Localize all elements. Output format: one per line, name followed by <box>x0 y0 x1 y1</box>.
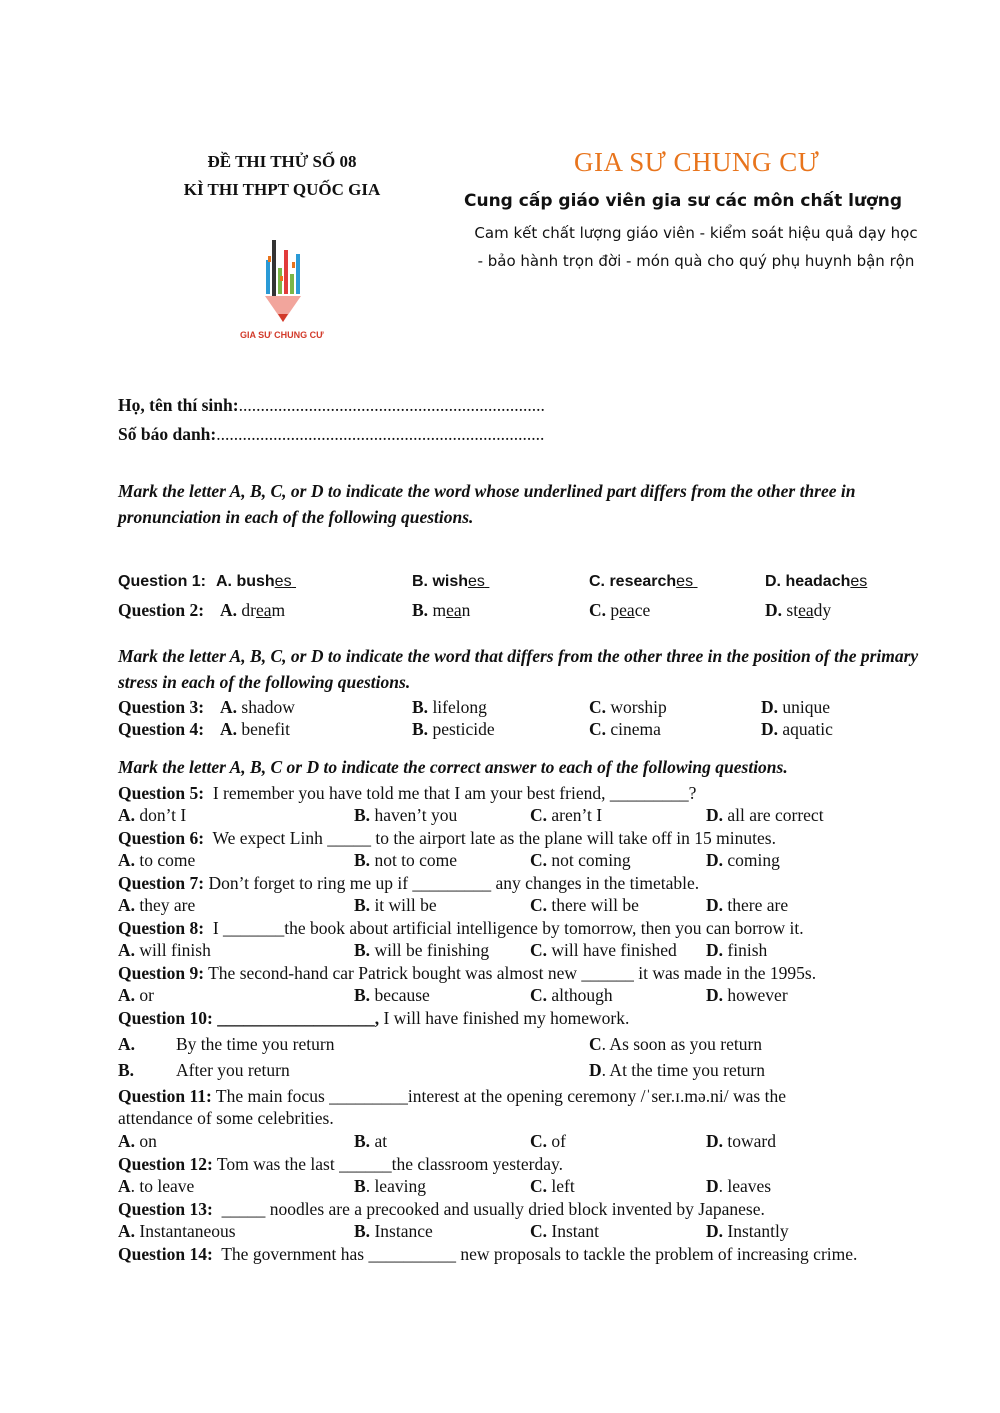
question-stem: We expect Linh _____ to the airport late as the plane will take off in 15 minutes. <box>204 828 776 848</box>
option-c[interactable] <box>530 1130 566 1152</box>
option-text: to come <box>139 850 196 870</box>
brand-promise <box>446 219 946 275</box>
option-text: will be finishing <box>374 940 490 960</box>
option-c[interactable] <box>589 718 661 740</box>
option-text: Instance <box>374 1221 433 1241</box>
option-text: left <box>551 1176 575 1196</box>
option-letter: C. <box>530 895 548 915</box>
option-b[interactable] <box>118 1059 134 1081</box>
option-b[interactable] <box>354 1130 387 1152</box>
option-text: don’t I <box>139 805 187 825</box>
option-text: pesticide <box>432 719 495 739</box>
option-text: finish <box>727 940 768 960</box>
brand-tagline: Cung cấp giáo viên gia sư các môn chất lượng <box>464 191 902 211</box>
option-a[interactable] <box>118 849 195 871</box>
question-1 <box>118 573 206 591</box>
option-a[interactable] <box>118 1033 135 1055</box>
option-text: although <box>551 985 613 1005</box>
question-stem: Tom was the last ______the classroom yesterday. <box>212 1154 563 1174</box>
exam-subtitle: KÌ THI THPT QUỐC GIA <box>183 180 381 199</box>
brand-logo <box>232 232 352 342</box>
question-stem: I remember you have told me that I am your best friend, _________? <box>204 783 697 803</box>
option-a[interactable] <box>118 1175 194 1197</box>
question-4 <box>118 718 204 740</box>
option-text: there will be <box>551 895 639 915</box>
option-d[interactable] <box>706 1175 771 1197</box>
question-14 <box>118 1243 857 1265</box>
option-b[interactable] <box>354 939 489 961</box>
option-c[interactable] <box>530 1220 599 1242</box>
option-letter: C. <box>530 940 548 960</box>
underlined-part: ea <box>619 600 635 620</box>
option-letter: A. <box>118 940 136 960</box>
option-d[interactable] <box>706 1220 789 1242</box>
option-letter: B. <box>412 697 429 717</box>
option-letter: D. <box>706 940 724 960</box>
option-letter: A. <box>220 600 238 620</box>
option-letter: D. <box>706 1131 724 1151</box>
option-text: it will be <box>374 895 437 915</box>
question-13 <box>118 1198 765 1220</box>
option-b[interactable] <box>412 718 495 740</box>
candidate-id-label: Số báo danh: <box>118 424 217 444</box>
option-letter: A. <box>118 805 136 825</box>
option-letter: D. <box>706 1221 724 1241</box>
option-letter: A. <box>118 985 136 1005</box>
option-letter: C. <box>589 600 607 620</box>
candidate-id-dots: ........................................................................... <box>216 424 545 444</box>
question-6 <box>118 827 776 849</box>
question-stem: _____ noodles are a precooked and usually dried block invented by Japanese. <box>212 1199 765 1219</box>
question-label: Question 1: <box>118 573 207 590</box>
option-text: benefit <box>241 719 290 739</box>
option-text: Instant <box>551 1221 600 1241</box>
question-label: Question 9: <box>118 963 205 983</box>
option-letter: A <box>118 1176 131 1196</box>
promise-line-2: - bảo hành trọn đời - món quà cho quý phụ huynh bận rộn <box>477 252 915 270</box>
option-b[interactable] <box>354 804 457 826</box>
brand-name: GIA SƯ CHUNG CƯ <box>574 147 820 177</box>
option-letter: D. <box>706 850 724 870</box>
option-letter: B. <box>118 1060 135 1080</box>
option-a[interactable] <box>118 1130 157 1152</box>
option-c[interactable] <box>530 894 639 916</box>
option-letter: D. <box>765 600 783 620</box>
option-text: . At the time you return <box>601 1060 765 1080</box>
option-text: B. wish <box>412 573 469 590</box>
option-text: not to come <box>374 850 458 870</box>
question-5 <box>118 782 696 804</box>
question-label: Question 2: <box>118 600 205 620</box>
option-text: m <box>432 600 447 620</box>
option-b[interactable] <box>354 894 437 916</box>
option-letter: D. <box>761 719 779 739</box>
option-text: shadow <box>241 697 295 717</box>
option-c[interactable] <box>589 599 650 621</box>
option-c[interactable] <box>530 849 631 871</box>
option-letter: A. <box>118 1131 136 1151</box>
option-letter: C. <box>530 1131 548 1151</box>
question-7 <box>118 872 699 894</box>
underlined-part: ea <box>446 600 462 620</box>
option-c[interactable] <box>589 696 667 718</box>
option-text: m <box>271 600 286 620</box>
question-2 <box>118 599 204 621</box>
option-text: dr <box>241 600 256 620</box>
option-text: A. bush <box>216 573 275 590</box>
option-b[interactable] <box>354 1220 433 1242</box>
option-text: . to leave <box>130 1176 195 1196</box>
option-text: D. headach <box>765 573 851 590</box>
candidate-name-label: Họ, tên thí sinh: <box>118 395 239 415</box>
question-11 <box>118 1085 786 1107</box>
option-c[interactable] <box>530 1175 575 1197</box>
option-text: Instantaneous <box>139 1221 236 1241</box>
option-d[interactable] <box>765 573 867 591</box>
option-letter: A. <box>118 1221 136 1241</box>
option-text: p <box>610 600 620 620</box>
option-b-text[interactable]: After you return <box>176 1060 290 1080</box>
option-b[interactable] <box>354 1175 426 1197</box>
option-text: worship <box>610 697 667 717</box>
candidate-name-field[interactable] <box>118 395 545 416</box>
option-letter: B. <box>354 805 371 825</box>
option-letter: B. <box>412 600 429 620</box>
option-letter: B. <box>354 940 371 960</box>
option-text: n <box>461 600 471 620</box>
option-d[interactable] <box>761 696 830 718</box>
underlined-part: es <box>468 573 485 590</box>
option-d[interactable] <box>765 599 831 621</box>
option-b[interactable] <box>412 599 470 621</box>
option-a[interactable] <box>118 804 186 826</box>
option-letter: D. <box>706 985 724 1005</box>
option-d[interactable] <box>706 984 788 1006</box>
option-text: however <box>727 985 788 1005</box>
option-c[interactable] <box>589 1033 762 1055</box>
option-letter: B. <box>354 1131 371 1151</box>
option-letter: D. <box>706 895 724 915</box>
option-text: will finish <box>139 940 211 960</box>
option-letter: C. <box>530 1221 548 1241</box>
option-text: coming <box>727 850 780 870</box>
question-label: Question 12: <box>118 1154 213 1174</box>
option-letter: A. <box>118 1034 136 1054</box>
option-d[interactable] <box>589 1059 765 1081</box>
question-stem: Don’t forget to ring me up if _________ any changes in the timetable. <box>204 873 700 893</box>
option-text: Instantly <box>727 1221 789 1241</box>
option-text: they are <box>139 895 196 915</box>
question-label: Question 14: <box>118 1244 213 1264</box>
question-12 <box>118 1153 563 1175</box>
option-text: there are <box>727 895 789 915</box>
option-d[interactable] <box>761 718 833 740</box>
exam-title: ĐỀ THI THỬ SỐ 08 <box>207 152 357 171</box>
option-text: because <box>374 985 430 1005</box>
option-d[interactable] <box>706 804 824 826</box>
option-b[interactable] <box>412 573 489 591</box>
question-11-continued: attendance of some celebrities. <box>118 1108 334 1128</box>
option-letter: D. <box>761 697 779 717</box>
option-d[interactable] <box>706 849 780 871</box>
underlined-part: es <box>676 573 694 590</box>
question-label: Question 13: <box>118 1199 213 1219</box>
question-label: Question 8: <box>118 918 205 938</box>
option-letter: B <box>354 1176 366 1196</box>
option-d[interactable] <box>706 939 767 961</box>
option-a-text[interactable]: By the time you return <box>176 1034 335 1054</box>
question-10 <box>118 1007 629 1029</box>
option-text: aren’t I <box>551 805 603 825</box>
option-b[interactable] <box>354 849 457 871</box>
option-text: toward <box>727 1131 776 1151</box>
option-d[interactable] <box>706 894 788 916</box>
option-text: C. research <box>589 573 677 590</box>
option-letter: A. <box>118 850 136 870</box>
option-b[interactable] <box>354 984 430 1006</box>
candidate-name-dots: ...................................................................... <box>238 395 545 415</box>
option-text: not coming <box>551 850 631 870</box>
option-b[interactable] <box>412 696 487 718</box>
option-text: . leaving <box>365 1176 426 1196</box>
option-letter: C. <box>530 1176 548 1196</box>
question-stem: I _______the book about artificial intelligence by tomorrow, then you can borrow it. <box>204 918 804 938</box>
option-letter: B. <box>412 719 429 739</box>
question-label: Question 3: <box>118 697 205 717</box>
question-8 <box>118 917 804 939</box>
option-text: at <box>374 1131 388 1151</box>
instruction-correct-answer: Mark the letter A, B, C or D to indicate the correct answer to each of the following questions. <box>118 757 788 777</box>
question-stem: The second-hand car Patrick bought was almost new ______ it was made in the 1995s. <box>204 963 817 983</box>
logo-label: GIA SƯ CHUNG CƯ <box>240 330 324 340</box>
underlined-part: es <box>274 573 292 590</box>
option-text: haven’t you <box>374 805 458 825</box>
option-letter: C. <box>530 985 548 1005</box>
question-label: Question 7: <box>118 873 205 893</box>
option-text: will have finished <box>551 940 677 960</box>
question-3 <box>118 696 204 718</box>
underlined-part: ea <box>798 600 814 620</box>
option-c[interactable] <box>530 984 613 1006</box>
option-letter: A. <box>220 719 238 739</box>
option-letter: D <box>589 1060 602 1080</box>
question-9 <box>118 962 816 984</box>
option-a[interactable] <box>220 696 295 718</box>
underlined-part: es <box>850 573 868 590</box>
underlined-part: ea <box>255 600 272 620</box>
option-text: of <box>551 1131 566 1151</box>
instruction-stress: Mark the letter A, B, C, or D to indicate the word that differs from the other three in the position of the primary stress in each of the following questions. <box>118 646 919 692</box>
option-letter: C. <box>530 850 548 870</box>
option-letter: C <box>589 1034 602 1054</box>
option-text: ce <box>634 600 651 620</box>
option-letter: A. <box>220 697 238 717</box>
question-stem: The government has __________ new proposals to tackle the problem of increasing crime. <box>212 1244 858 1264</box>
option-letter: D. <box>706 805 724 825</box>
option-letter: C. <box>589 719 607 739</box>
exam-header <box>132 148 432 204</box>
option-text: . leaves <box>718 1176 772 1196</box>
option-a[interactable] <box>118 1220 236 1242</box>
option-c[interactable] <box>530 939 677 961</box>
option-letter: D <box>706 1176 719 1196</box>
option-text: aquatic <box>782 719 833 739</box>
option-text: cinema <box>610 719 661 739</box>
option-text: on <box>139 1131 157 1151</box>
promise-line-1: Cam kết chất lượng giáo viên - kiểm soát hiệu quả dạy học <box>474 224 918 242</box>
option-letter: A. <box>118 895 136 915</box>
option-a[interactable] <box>220 718 290 740</box>
option-c[interactable] <box>530 804 602 826</box>
question-label: Question 4: <box>118 719 205 739</box>
question-stem: The main focus _________interest at the opening ceremony /ˈser.ɪ.mə.ni/ was the <box>211 1086 786 1106</box>
option-a[interactable] <box>220 599 285 621</box>
question-label: Question 10: <box>118 1008 213 1028</box>
question-label: Question 6: <box>118 828 205 848</box>
question-label: Question 11: <box>118 1086 212 1106</box>
option-letter: B. <box>354 850 371 870</box>
option-a[interactable] <box>118 984 154 1006</box>
candidate-id-field[interactable] <box>118 424 544 445</box>
option-text: lifelong <box>432 697 487 717</box>
option-letter: B. <box>354 985 371 1005</box>
option-text: or <box>139 985 154 1005</box>
question-stem: I will have finished my homework. <box>379 1008 630 1028</box>
option-letter: C. <box>589 697 607 717</box>
option-a[interactable] <box>118 939 211 961</box>
option-text: dy <box>813 600 832 620</box>
option-c[interactable] <box>589 573 698 591</box>
option-a[interactable] <box>118 894 195 916</box>
option-a[interactable] <box>216 573 296 591</box>
question-blank: __________________, <box>217 1008 380 1028</box>
option-text: all are correct <box>727 805 824 825</box>
option-letter: B. <box>354 895 371 915</box>
instruction-pronunciation: Mark the letter A, B, C, or D to indicate the word whose underlined part differs from the other three in pronunciation in each of the following questions. <box>118 481 856 527</box>
option-d[interactable] <box>706 1130 776 1152</box>
option-text: . As soon as you return <box>601 1034 763 1054</box>
option-text: unique <box>782 697 831 717</box>
option-text: st <box>786 600 799 620</box>
question-label: Question 5: <box>118 783 205 803</box>
pencil-logo-icon <box>232 232 352 332</box>
option-letter: C. <box>530 805 548 825</box>
option-letter: B. <box>354 1221 371 1241</box>
